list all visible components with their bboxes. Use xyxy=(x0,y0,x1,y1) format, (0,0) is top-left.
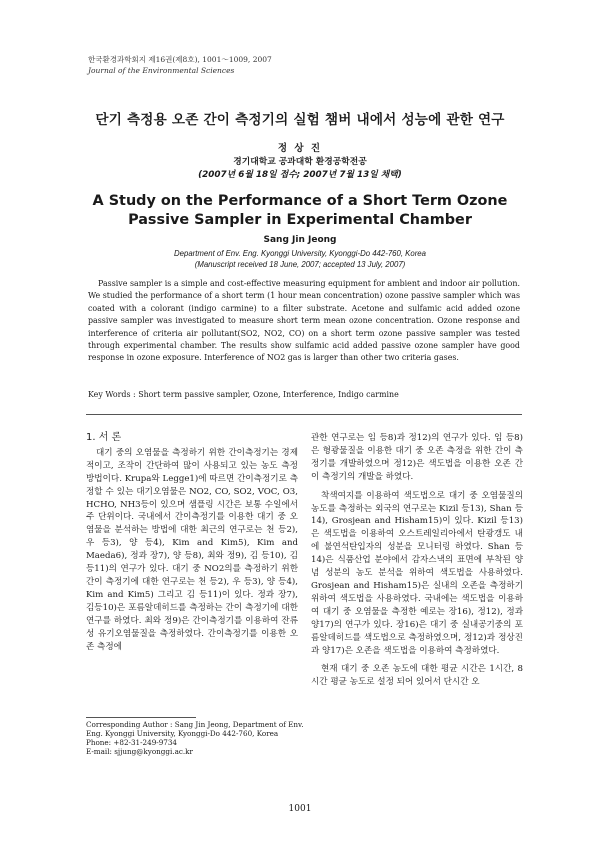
left-column xyxy=(86,432,298,653)
english-title-line2: Passive Sampler in Experimental Chamber xyxy=(128,212,472,228)
journal-citation: 한국환경과학회지 제16권(제8호), 1001～1009, 2007 xyxy=(88,55,272,64)
page-number: 1001 xyxy=(288,804,312,814)
korean-received-date: (2007년 6월 18일 접수; 2007년 7월 13일 채택) xyxy=(198,170,402,180)
english-title xyxy=(0,192,600,230)
body-paragraph: 관한 연구로는 임 등8)과 정12)의 연구가 있다. 임 등8)은 형광물질을 이용한 대기 중 오존 측정을 위한 간이 측정기를 개발하였으며 정12)은 색도법을 이용한 오존 간이 측정기의 개발을 하였다. xyxy=(311,433,523,482)
footnote-line: Corresponding Author : Sang Jin Jeong, Department of Env. xyxy=(86,720,304,729)
korean-author: 정 상 진 xyxy=(277,143,323,154)
korean-affiliation: 경기대학교 공과대학 환경공학전공 xyxy=(233,157,367,167)
body-paragraph: 현재 대기 중 오존 농도에 대한 평균 시간은 1시간, 8시간 평균 농도로 설정 되어 있어서 단시간 오 xyxy=(311,664,523,688)
body-paragraph: 대기 중의 오염물을 측정하기 위한 간이측정기는 경제적이고, 조작이 간단하여 많이 사용되고 있는 농도 측정방법이다. Krupa와 Legge1)에 따르면 간이측정기로 측정할 수 있는 대기오염물은 NO2, CO, SO2, VOC, O3, HCHO, NH3등이 있으며 샘플링 시간은 보통 수일에서 주 단위이다. 국내에서 간이측정기를 이용한 대기 중 오염물을 분석하는 방법에 대한 최근의 연구로는 천 등2), 우 등3), 양 등4), Kim and Kim5), Kim and Maeda6), 정과 장7), 양 등8), 최와 정9), 김 등10), 김 등11)의 연구가 있다. 대기 중 NO2의를 측정하기 위한 간이 측정기에 대한 연구로는 천 등2), 우 등3), 양 등4), Kim and Kim5) 그리고 김 등11)이 있다. 정과 장7), 김등10)은 포름알데히드를 측정하는 간이 측정기에 대한 연구를 하였다. 최와 정9)은 간이측정기를 이용하여 잔류성 유기오염물질을 측정하였다. 간이측정기를 이용한 오존 측정에 xyxy=(86,447,298,652)
journal-name: Journal of the Environmental Sciences xyxy=(88,66,235,75)
english-received-date: (Manuscript received 18 June, 2007; accepted 13 July, 2007) xyxy=(194,259,406,269)
english-affiliation: Department of Env. Eng. Kyonggi University, Kyonggi-Do 442-760, Korea xyxy=(174,249,426,258)
section-heading: 1. 서 론 xyxy=(86,432,122,443)
footnote-line: E-mail: sjjung@kyonggi.ac.kr xyxy=(86,747,193,756)
footnote-divider xyxy=(86,717,196,718)
english-author: Sang Jin Jeong xyxy=(263,235,337,245)
abstract: Passive sampler is a simple and cost-effective measuring equipment for ambient and indoor air pollution. We studied the performance of a short term (1 hour mean concentration) ozone passive sampler which was coated with a colorant (indigo carmine) to a filter substrate. Acetone and sulfamic acid added ozone passive sampler was investigated to measure short term mean ozone concentration. Ozone response and interference of criteria air pollutant(SO2, NO2, CO) on a short term ozone passive sampler was tested through experimental chamber. The results show sulfamic acid added passive ozone sampler have good response in ozone exposure. Interference of NO2 gas is larger than other two criteria gases. xyxy=(88,279,520,363)
body-paragraph: 착색여지를 이용하여 색도법으로 대기 중 오염물질의 농도를 측정하는 외국의 연구로는 Kizil 등13), Shan 등14), Grosjean and Hisham15)이 있다. Kizil 등13)은 색도법을 이용하여 오스트레일리아에서 탄광갱도 내에 불연석탄입자의 성분을 모니터링 하였다. Shan 등14)은 식품산업 분야에서 감자스낵의 표면에 부착된 양념 성분의 농도 분석을 위하여 색도법을 사용하였다. Grosjean and Hisham15)은 실내의 오존을 측정하기 위하여 색도법을 사용하였다. 국내에는 색도법을 이용하여 대기 중 오염물을 측정한 예로는 장16), 정12), 정과 양17)의 연구가 있다. 장16)은 대기 중 실내공기중의 포름알데히드를 색도법으로 측정하였으며, 정12)과 정상진과 양17)은 오존을 색도법을 이용하여 측정하였다. xyxy=(311,490,523,656)
corresponding-author-footnote xyxy=(86,720,306,756)
footnote-line: Phone: +82-31-249-9734 xyxy=(86,738,177,747)
section-divider xyxy=(86,414,522,415)
korean-title: 단기 측정용 오존 간이 측정기의 실험 챔버 내에서 성능에 관한 연구 xyxy=(95,112,505,128)
english-title-line1: A Study on the Performance of a Short Term Ozone xyxy=(92,193,508,209)
right-column xyxy=(311,432,523,689)
english-affiliation-block xyxy=(0,249,600,270)
keywords: Key Words : Short term passive sampler, Ozone, Interference, Indigo carmine xyxy=(88,390,399,399)
footnote-line: Eng. Kyonggi University, Kyonggi-Do 442-760, Korea xyxy=(86,729,279,738)
